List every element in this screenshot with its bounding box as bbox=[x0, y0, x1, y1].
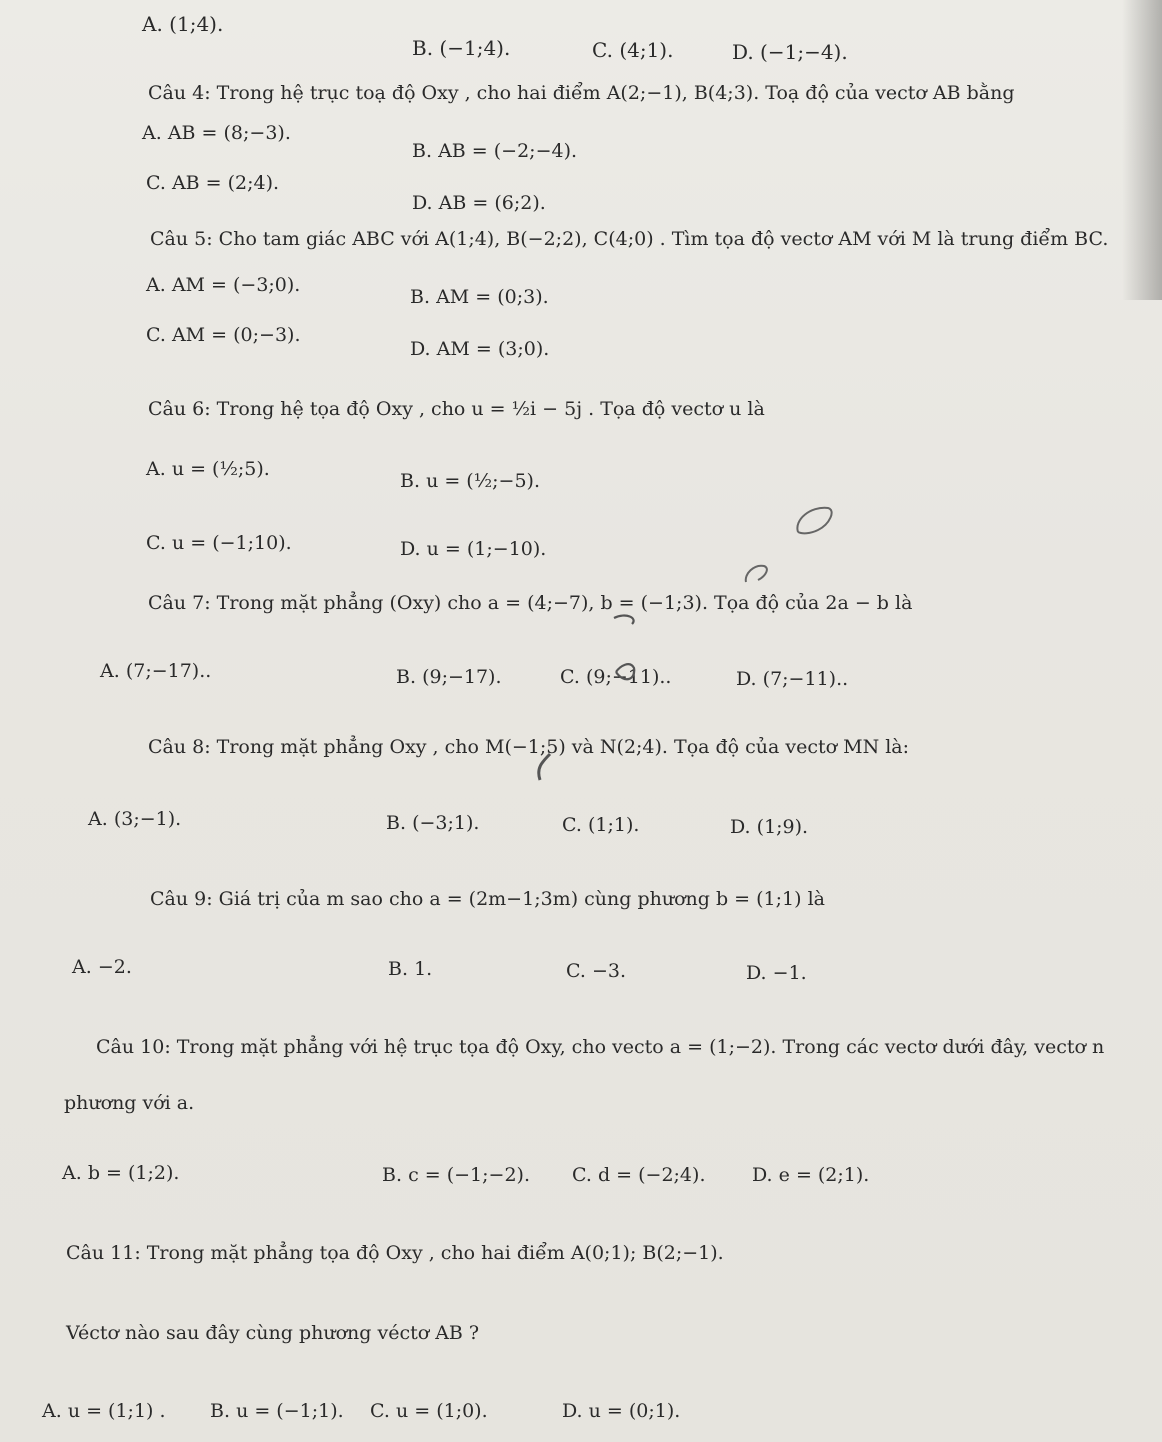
q10-option-b: B. c = (−1;−2). bbox=[382, 1164, 530, 1186]
q9-option-c: C. −3. bbox=[566, 960, 627, 982]
q8-option-d: D. (1;9). bbox=[730, 816, 809, 838]
q8-option-b: B. (−3;1). bbox=[386, 812, 480, 834]
q6-option-b: B. u = (½;−5). bbox=[400, 470, 540, 492]
q11-option-d: D. u = (0;1). bbox=[562, 1400, 681, 1422]
q8-stem: Câu 8: Trong mặt phẳng Oxy , cho M(−1;5) và N(2;4). Tọa độ của vectơ MN là: bbox=[148, 736, 910, 758]
q11-option-a: A. u = (1;1) . bbox=[42, 1400, 166, 1422]
q10-option-a: A. b = (1;2). bbox=[62, 1162, 180, 1184]
q7-stem: Câu 7: Trong mặt phẳng (Oxy) cho a = (4;−7), b = (−1;3). Tọa độ của 2a − b là bbox=[148, 592, 913, 614]
q5-stem: Câu 5: Cho tam giác ABC với A(1;4), B(−2;2), C(4;0) . Tìm tọa độ vectơ AM với M là trung điểm BC. bbox=[150, 228, 1109, 250]
q5-option-c: C. AM = (0;−3). bbox=[146, 324, 301, 346]
q10-stem-line2: phương với a. bbox=[64, 1092, 195, 1114]
pen-mark-tick bbox=[530, 750, 560, 784]
q4-stem: Câu 4: Trong hệ trục toạ độ Oxy , cho hai điểm A(2;−1), B(4;3). Toạ độ của vectơ AB bằng bbox=[148, 82, 1015, 104]
q11-stem-line1: Câu 11: Trong mặt phẳng tọa độ Oxy , cho hai điểm A(0;1); B(2;−1). bbox=[66, 1242, 724, 1264]
q9-stem: Câu 9: Giá trị của m sao cho a = (2m−1;3m) cùng phương b = (1;1) là bbox=[150, 888, 825, 910]
q7-option-a: A. (7;−17).. bbox=[100, 660, 212, 682]
q5-option-a: A. AM = (−3;0). bbox=[146, 274, 301, 296]
q11-stem-line2: Véctơ nào sau đây cùng phương véctơ AB ? bbox=[66, 1322, 480, 1344]
pen-mark-strike bbox=[606, 610, 646, 690]
q6-option-a: A. u = (½;5). bbox=[146, 458, 270, 480]
q6-option-c: C. u = (−1;10). bbox=[146, 532, 292, 554]
q7-option-b: B. (9;−17). bbox=[396, 666, 502, 688]
q11-option-c: C. u = (1;0). bbox=[370, 1400, 488, 1422]
q7-option-d: D. (7;−11).. bbox=[736, 668, 849, 690]
q10-stem-line1: Câu 10: Trong mặt phẳng với hệ trục tọa độ Oxy, cho vecto a = (1;−2). Trong các vectơ dưới đây, vectơ n bbox=[96, 1036, 1105, 1058]
q6-stem: Câu 6: Trong hệ tọa độ Oxy , cho u = ½i − 5j . Tọa độ vectơ u là bbox=[148, 398, 765, 420]
q4-option-d: D. AB = (6;2). bbox=[412, 192, 546, 214]
page-shadow bbox=[1122, 0, 1162, 300]
q5-option-b: B. AM = (0;3). bbox=[410, 286, 549, 308]
q4-option-b: B. AB = (−2;−4). bbox=[412, 140, 578, 162]
q4-option-c: C. AB = (2;4). bbox=[146, 172, 280, 194]
q3-option-c: C. (4;1). bbox=[592, 38, 674, 62]
q6-option-d: D. u = (1;−10). bbox=[400, 538, 547, 560]
q10-option-c: C. d = (−2;4). bbox=[572, 1164, 706, 1186]
q9-option-d: D. −1. bbox=[746, 962, 807, 984]
q11-option-b: B. u = (−1;1). bbox=[210, 1400, 344, 1422]
q4-option-a: A. AB = (8;−3). bbox=[142, 122, 291, 144]
q3-option-b: B. (−1;4). bbox=[412, 36, 511, 60]
q10-option-d: D. e = (2;1). bbox=[752, 1164, 870, 1186]
q8-option-c: C. (1;1). bbox=[562, 814, 640, 836]
q9-option-b: B. 1. bbox=[388, 958, 433, 980]
q9-option-a: A. −2. bbox=[72, 956, 132, 978]
q3-option-a: A. (1;4). bbox=[142, 12, 224, 36]
pen-mark-circle bbox=[790, 500, 840, 540]
q5-option-d: D. AM = (3;0). bbox=[410, 338, 550, 360]
q8-option-a: A. (3;−1). bbox=[88, 808, 182, 830]
pen-mark-small bbox=[740, 560, 776, 588]
q7-option-c: C. (9;−11).. bbox=[560, 666, 672, 688]
q3-option-d: D. (−1;−4). bbox=[732, 40, 848, 64]
